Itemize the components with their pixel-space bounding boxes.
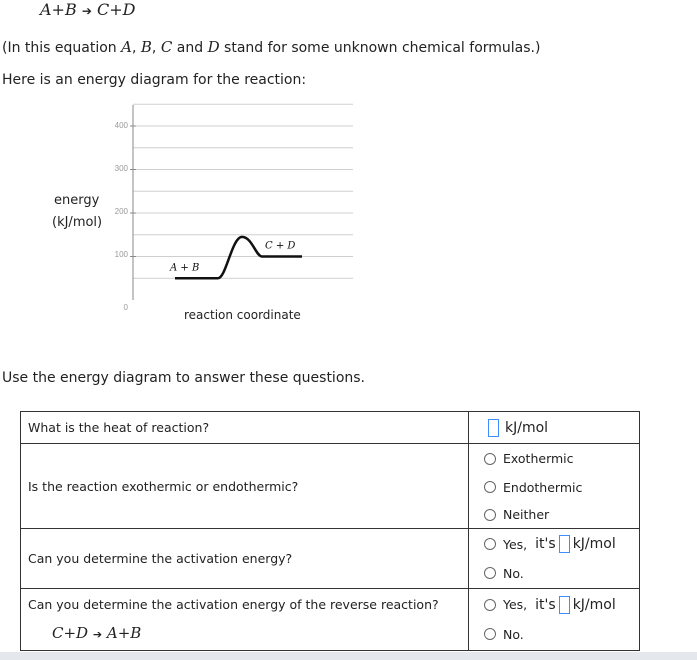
y-tick-300: 300 bbox=[114, 164, 128, 173]
reverse-activation-input[interactable] bbox=[559, 596, 570, 614]
table-row bbox=[21, 589, 640, 651]
y-tick-400: 400 bbox=[114, 121, 128, 130]
y-tick-200: 200 bbox=[114, 207, 128, 216]
activation-its-label: it's bbox=[535, 536, 556, 552]
option-reverse-no[interactable] bbox=[469, 620, 639, 648]
activation-yes-label: Yes, bbox=[503, 536, 528, 552]
option-reverse-yes[interactable] bbox=[469, 589, 639, 620]
answer-reverse-activation bbox=[469, 589, 640, 651]
var-b: B bbox=[140, 38, 152, 56]
reverse-question-text: Can you determine the activation energy of the reverse reaction? bbox=[28, 597, 439, 612]
reaction-equation bbox=[40, 0, 135, 19]
and-word: and bbox=[176, 40, 204, 56]
radio-endothermic[interactable] bbox=[484, 481, 496, 493]
radio-activation-yes[interactable] bbox=[484, 538, 496, 550]
question-heat: What is the heat of reaction? bbox=[21, 412, 469, 444]
instructions-text: Use the energy diagram to answer these questions. bbox=[2, 370, 366, 386]
reverse-yes-label: Yes, bbox=[503, 597, 528, 612]
intro-text: (In this equation A, B, C and D stand for some unknown chemical formulas.) bbox=[2, 38, 541, 56]
y-tick-100: 100 bbox=[114, 250, 128, 259]
question-reverse-activation bbox=[21, 589, 469, 651]
heat-unit: kJ/mol bbox=[505, 419, 549, 436]
diagram-intro: Here is an energy diagram for the reaction: bbox=[2, 72, 307, 88]
question-exo-endo: Is the reaction exothermic or endothermic? bbox=[21, 444, 469, 529]
radio-exothermic[interactable] bbox=[484, 453, 496, 465]
table-row bbox=[21, 444, 640, 529]
option-exothermic[interactable] bbox=[469, 444, 639, 473]
question-activation: Can you determine the activation energy? bbox=[21, 529, 469, 589]
scrollbar-track[interactable] bbox=[0, 652, 697, 660]
option-activation-no[interactable] bbox=[469, 559, 639, 587]
heat-input[interactable] bbox=[488, 419, 499, 437]
var-d: D bbox=[207, 38, 220, 56]
arrow-icon: ➔ bbox=[81, 4, 92, 18]
reverse-unit: kJ/mol bbox=[572, 596, 616, 613]
option-endothermic[interactable] bbox=[469, 473, 639, 501]
reverse-lhs: C+D bbox=[52, 624, 89, 642]
questions-table bbox=[20, 411, 640, 651]
var-c: C bbox=[160, 38, 173, 56]
option-exothermic-label: Exothermic bbox=[503, 451, 574, 466]
table-row bbox=[21, 529, 640, 589]
intro-suffix: stand for some unknown chemical formulas.) bbox=[219, 40, 541, 56]
answer-exo-endo bbox=[469, 444, 640, 529]
reverse-rhs: A+B bbox=[106, 624, 142, 642]
reverse-its-label: it's bbox=[535, 596, 556, 613]
x-axis-label: reaction coordinate bbox=[184, 308, 301, 322]
table-row bbox=[21, 412, 640, 444]
answer-heat bbox=[469, 412, 640, 444]
option-neither[interactable] bbox=[469, 501, 639, 528]
y-axis-label bbox=[52, 190, 102, 234]
y-axis-label-line1: energy bbox=[54, 193, 100, 208]
activation-unit: kJ/mol bbox=[572, 536, 616, 552]
option-neither-label: Neither bbox=[503, 507, 550, 522]
product-label: C + D bbox=[265, 240, 296, 252]
arrow-icon: ➔ bbox=[92, 628, 103, 641]
var-a: A bbox=[121, 38, 132, 56]
intro-prefix: (In this equation bbox=[2, 40, 122, 56]
reverse-equation bbox=[28, 624, 468, 642]
radio-activation-no[interactable] bbox=[484, 567, 496, 579]
equation-rhs: C+D bbox=[96, 0, 136, 19]
reverse-no-label: No. bbox=[503, 626, 524, 642]
answer-activation bbox=[469, 529, 640, 589]
y-axis-label-line2: (kJ/mol) bbox=[52, 215, 103, 230]
equation-lhs: A+B bbox=[40, 0, 77, 19]
y-tick-0: 0 bbox=[123, 303, 128, 312]
option-endothermic-label: Endothermic bbox=[503, 479, 583, 495]
radio-reverse-yes[interactable] bbox=[484, 599, 496, 611]
option-activation-yes[interactable] bbox=[469, 529, 639, 559]
energy-diagram bbox=[100, 100, 360, 330]
activation-no-label: No. bbox=[503, 565, 524, 581]
activation-energy-input[interactable] bbox=[559, 535, 570, 553]
reactant-label: A + B bbox=[170, 262, 200, 274]
radio-neither[interactable] bbox=[484, 509, 496, 521]
radio-reverse-no[interactable] bbox=[484, 628, 496, 640]
